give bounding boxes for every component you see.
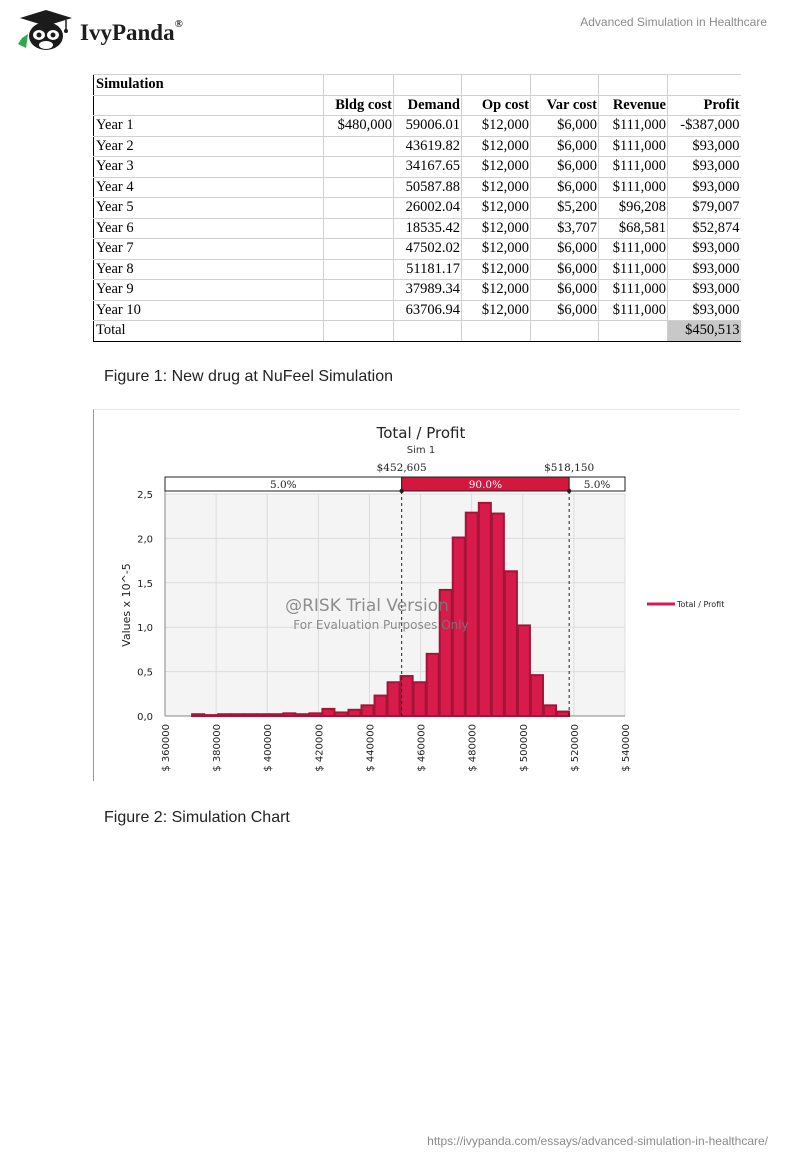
histogram-bar: [283, 713, 295, 716]
histogram-bar: [505, 571, 517, 716]
total-label: Total: [94, 321, 324, 342]
empty-cell: [531, 321, 599, 342]
y-tick-label: 2,0: [137, 534, 153, 546]
chart-canvas: [94, 410, 741, 782]
table-cell: $6,000: [531, 157, 599, 178]
table-row: [94, 280, 741, 301]
y-tick-label: 1,5: [137, 578, 153, 590]
x-tick-label: $ 380000: [212, 724, 224, 772]
table-cell: $12,000: [462, 300, 531, 321]
column-header: Profit: [668, 95, 741, 116]
x-tick-label: $ 540000: [621, 724, 632, 772]
table-cell: $480,000: [324, 116, 394, 137]
y-tick-label: 0,0: [137, 712, 153, 723]
table-cell: $111,000: [599, 136, 668, 157]
histogram-bar: [322, 709, 334, 716]
table-cell: $93,000: [668, 136, 741, 157]
table-cell: $93,000: [668, 177, 741, 198]
column-header: Var cost: [531, 95, 599, 116]
histogram-bar: [375, 696, 387, 716]
ivypanda-logo-icon[interactable]: [14, 8, 78, 52]
empty-cell: [668, 75, 741, 96]
table-cell: $111,000: [599, 239, 668, 260]
table-cell: $6,000: [531, 116, 599, 137]
figure-2-caption: Figure 2: Simulation Chart: [104, 809, 290, 826]
table-cell: $6,000: [531, 239, 599, 260]
table-cell: $111,000: [599, 157, 668, 178]
table-cell: $111,000: [599, 280, 668, 301]
row-label: Year 3: [94, 157, 324, 178]
histogram-bar: [218, 714, 230, 716]
table-row: [94, 157, 741, 178]
column-header: Op cost: [462, 95, 531, 116]
histogram-bar: [205, 715, 217, 716]
empty-cell: [94, 95, 324, 116]
table-cell: $93,000: [668, 157, 741, 178]
table-cell: [324, 300, 394, 321]
table-row: [94, 218, 741, 239]
table-cell: 59006.01: [394, 116, 462, 137]
x-tick-label: $ 460000: [416, 724, 428, 772]
table-cell: -$387,000: [668, 116, 741, 137]
column-header: Demand: [394, 95, 462, 116]
x-tick-label: $ 500000: [518, 724, 530, 772]
table-cell: [324, 157, 394, 178]
empty-cell: [324, 75, 394, 96]
table-row: [94, 300, 741, 321]
row-label: Year 5: [94, 198, 324, 219]
empty-cell: [394, 75, 462, 96]
chart-subtitle: Sim 1: [406, 445, 436, 456]
row-label: Year 7: [94, 239, 324, 260]
row-label: Year 10: [94, 300, 324, 321]
x-tick-label: $ 440000: [365, 724, 377, 772]
table-cell: $68,581: [599, 218, 668, 239]
x-tick-label: $ 400000: [263, 724, 275, 772]
brand-name[interactable]: IvyPanda®: [80, 18, 183, 45]
row-label: Year 1: [94, 116, 324, 137]
table-row: [94, 177, 741, 198]
empty-cell: [324, 321, 394, 342]
band-label: 5.0%: [269, 479, 297, 491]
marker-dot: [567, 489, 571, 493]
table-cell: $6,000: [531, 300, 599, 321]
histogram-bar: [479, 503, 491, 716]
watermark-subtitle: For Evaluation Purposes Only: [293, 618, 469, 632]
x-tick-label: $ 420000: [314, 724, 326, 772]
table-cell: $52,874: [668, 218, 741, 239]
table-cell: $3,707: [531, 218, 599, 239]
empty-cell: [599, 321, 668, 342]
table-cell: [324, 177, 394, 198]
table-cell: $111,000: [599, 177, 668, 198]
histogram-bar: [192, 714, 204, 716]
empty-cell: [394, 321, 462, 342]
row-label: Year 8: [94, 259, 324, 280]
table-cell: $111,000: [599, 116, 668, 137]
histogram-bar: [257, 714, 269, 716]
table-title: Simulation: [94, 75, 324, 96]
column-header: Revenue: [599, 95, 668, 116]
y-tick-label: 0,5: [137, 667, 153, 679]
table-cell: $93,000: [668, 239, 741, 260]
y-tick-label: 1,0: [137, 623, 153, 635]
document-title: Advanced Simulation in Healthcare: [580, 15, 767, 29]
table-cell: $6,000: [531, 136, 599, 157]
table-cell: $12,000: [462, 157, 531, 178]
row-label: Year 2: [94, 136, 324, 157]
chart-title: Total / Profit: [376, 424, 466, 442]
table-total-row: [94, 321, 741, 342]
table-cell: $93,000: [668, 280, 741, 301]
empty-cell: [531, 75, 599, 96]
table-cell: [324, 280, 394, 301]
table-row: [94, 239, 741, 260]
histogram-bar: [348, 710, 360, 716]
total-value: $450,513: [668, 321, 741, 342]
histogram-bar: [427, 654, 439, 716]
x-tick-label: $ 360000: [161, 724, 172, 772]
simulation-chart: [93, 409, 740, 781]
footer-url[interactable]: https://ivypanda.com/essays/advanced-simulation-in-healthcare/: [427, 1134, 768, 1148]
table-cell: [324, 259, 394, 280]
histogram-bar: [335, 712, 347, 716]
table-cell: $12,000: [462, 177, 531, 198]
table-row: [94, 116, 741, 137]
row-label: Year 6: [94, 218, 324, 239]
marker-label: $518,150: [544, 462, 595, 474]
histogram-bar: [296, 714, 308, 716]
histogram-bar: [466, 513, 478, 716]
histogram-bar: [231, 714, 243, 716]
x-tick-label: $ 520000: [569, 724, 581, 772]
table-cell: $5,200: [531, 198, 599, 219]
site-header: [0, 0, 800, 60]
table-cell: $79,007: [668, 198, 741, 219]
table-cell: [324, 239, 394, 260]
histogram-bar: [309, 713, 321, 716]
band-label: 5.0%: [583, 479, 611, 491]
watermark-title: @RISK Trial Version: [285, 596, 449, 616]
histogram-bar: [270, 714, 282, 716]
empty-cell: [599, 75, 668, 96]
table-cell: $111,000: [599, 300, 668, 321]
table-cell: 43619.82: [394, 136, 462, 157]
figure-1-caption: Figure 1: New drug at NuFeel Simulation: [104, 368, 394, 385]
empty-cell: [462, 321, 531, 342]
histogram-bar: [414, 682, 426, 716]
table-cell: $6,000: [531, 280, 599, 301]
column-header: Bldg cost: [324, 95, 394, 116]
table-cell: $93,000: [668, 300, 741, 321]
histogram-bar: [557, 712, 569, 716]
table-cell: $12,000: [462, 239, 531, 260]
table-cell: $6,000: [531, 259, 599, 280]
histogram-bar: [244, 714, 256, 716]
y-tick-label: 2,5: [137, 490, 153, 501]
marker-label: $452,605: [376, 462, 427, 474]
histogram-bar: [531, 675, 543, 716]
table-cell: 50587.88: [394, 177, 462, 198]
table-row: [94, 198, 741, 219]
y-axis-label: Values x 10^-5: [120, 563, 133, 647]
table-cell: $12,000: [462, 259, 531, 280]
table-title-row: [94, 75, 741, 96]
table-cell: $12,000: [462, 280, 531, 301]
histogram-bar: [401, 676, 413, 716]
table-cell: $12,000: [462, 116, 531, 137]
band-label: 90.0%: [468, 479, 503, 491]
table-cell: [324, 136, 394, 157]
table-cell: $6,000: [531, 177, 599, 198]
table-cell: 47502.02: [394, 239, 462, 260]
table-cell: $111,000: [599, 259, 668, 280]
table-cell: $93,000: [668, 259, 741, 280]
histogram-bar: [388, 682, 400, 716]
table-cell: $12,000: [462, 218, 531, 239]
table-cell: $12,000: [462, 198, 531, 219]
histogram-bar: [518, 625, 530, 716]
table-cell: 34167.65: [394, 157, 462, 178]
table-row: [94, 136, 741, 157]
table-cell: [324, 198, 394, 219]
x-tick-label: $ 480000: [467, 724, 479, 772]
empty-cell: [462, 75, 531, 96]
marker-dot: [399, 489, 403, 493]
table-cell: 26002.04: [394, 198, 462, 219]
histogram-bar: [544, 705, 556, 716]
row-label: Year 9: [94, 280, 324, 301]
table-header-row: [94, 95, 741, 116]
row-label: Year 4: [94, 177, 324, 198]
table-cell: 51181.17: [394, 259, 462, 280]
table-cell: $12,000: [462, 136, 531, 157]
table-cell: 37989.34: [394, 280, 462, 301]
table-row: [94, 259, 741, 280]
histogram-bar: [492, 514, 504, 716]
simulation-table: [93, 74, 741, 342]
table-cell: 63706.94: [394, 300, 462, 321]
table-cell: [324, 218, 394, 239]
table-cell: $96,208: [599, 198, 668, 219]
table-cell: 18535.42: [394, 218, 462, 239]
histogram-bar: [362, 705, 374, 716]
legend-label: Total / Profit: [677, 600, 725, 609]
